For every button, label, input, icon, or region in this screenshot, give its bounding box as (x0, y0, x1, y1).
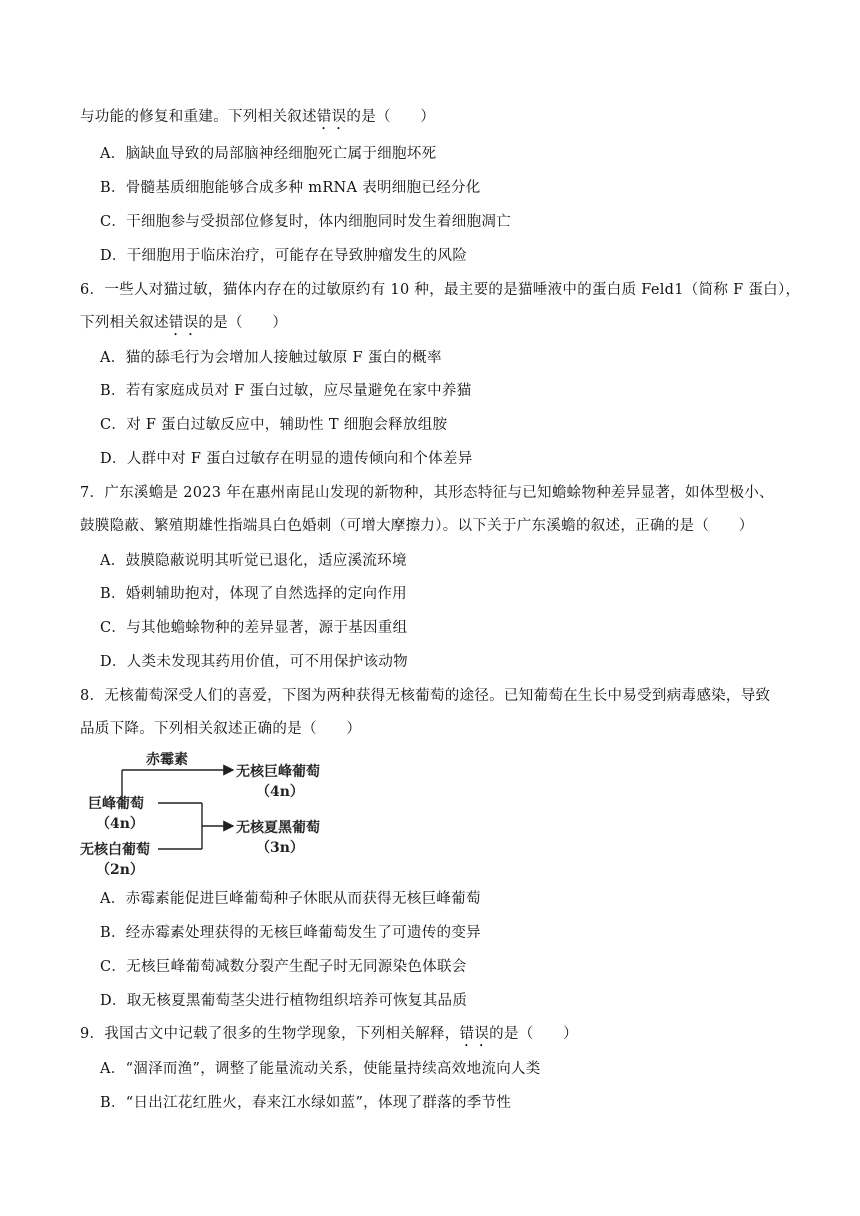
seedless-kyoho-label: 无核巨峰葡萄 (236, 764, 320, 780)
q5-emphasis-text: 错误 (316, 109, 347, 125)
kyoho-ploidy: （4n） (96, 816, 144, 832)
grape-breeding-diagram (78, 748, 338, 880)
q6-stem-line2 (80, 313, 287, 339)
q5-option-d: D．干细胞用于临床治疗，可能存在导致肿瘤发生的风险 (100, 248, 468, 264)
q7-option-a: A．鼓膜隐蔽说明其听觉已退化，适应溪流环境 (100, 553, 407, 569)
q8-stem-line2: 品质下降。下列相关叙述正确的是（ ） (80, 721, 362, 737)
q9-stem-text: 9．我国古文中记载了很多的生物学现象，下列相关解释， (80, 1026, 460, 1042)
q8-option-c: C．无核巨峰葡萄减数分裂产生配子时无同源染色体联会 (100, 959, 467, 975)
q6-emphasis-text: 错误 (168, 315, 199, 331)
q8-option-d: D．取无核夏黑葡萄茎尖进行植物组织培养可恢复其品质 (100, 993, 468, 1009)
q7-stem-line1: 7．广东溪蟾是 2023 年在惠州南昆山发现的新物种，其形态特征与已知蟾蜍物种差异显著，如体型极小、 (80, 485, 774, 501)
seedless-black-label: 无核夏黑葡萄 (236, 820, 320, 836)
q6-stem-line1: 6．一些人对猫过敏，猫体内存在的过敏原约有 10 种，最主要的是猫唾液中的蛋白质 Feld1（简称 F 蛋白）， (80, 282, 801, 298)
q5-stem-tail: 的是（ ） (346, 109, 436, 125)
q6-stem-tail: 的是（ ） (198, 315, 288, 331)
q6-option-c: C．对 F 蛋白过敏反应中，辅助性 T 细胞会释放组胺 (100, 417, 448, 433)
q7-stem-line2: 鼓膜隐蔽、繁殖期雄性指端具白色婚刺（可增大摩擦力）。以下关于广东溪蟾的叙述，正确的是（ ） (80, 518, 754, 534)
q8-stem-line1: 8．无核葡萄深受人们的喜爱，下图为两种获得无核葡萄的途径。已知葡萄在生长中易受到病毒感染，导致 (80, 688, 771, 704)
q7-option-d: D．人类未发现其药用价值，可不用保护该动物 (100, 654, 408, 670)
q5-option-a: A．脑缺血导致的局部脑神经细胞死亡属于细胞坏死 (100, 146, 437, 162)
q5-option-b: B．骨髓基质细胞能够合成多种 mRNA 表明细胞已经分化 (100, 180, 481, 196)
kyoho-label: 巨峰葡萄 (88, 796, 144, 812)
seedless-white-ploidy: （2n） (96, 862, 144, 878)
q9-option-b: B．“日出江花红胜火，春来江水绿如蓝”，体现了群落的季节性 (100, 1095, 512, 1111)
q7-option-c: C．与其他蟾蜍物种的差异显著，源于基因重组 (100, 620, 408, 636)
q8-option-b: B．经赤霉素处理获得的无核巨峰葡萄发生了可遗传的变异 (100, 925, 481, 941)
q6-option-d: D．人群中对 F 蛋白过敏存在明显的遗传倾向和个体差异 (100, 451, 473, 467)
seedless-white-label: 无核白葡萄 (80, 842, 150, 858)
q5-stem-text: 与功能的修复和重建。下列相关叙述 (80, 109, 317, 125)
seedless-kyoho-ploidy: （4n） (256, 784, 304, 800)
q9-emphasis-text: 错误 (459, 1026, 490, 1042)
q5-option-c: C．干细胞参与受损部位修复时，体内细胞同时发生着细胞凋亡 (100, 214, 511, 230)
seedless-black-ploidy: （3n） (256, 840, 304, 856)
q7-option-b: B．婚刺辅助抱对，体现了自然选择的定向作用 (100, 586, 407, 602)
q6-option-b: B．若有家庭成员对 F 蛋白过敏，应尽量避免在家中养猫 (100, 383, 472, 399)
q9-option-a: A．“涸泽而渔”，调整了能量流动关系，使能量持续高效地流向人类 (100, 1061, 541, 1077)
q6-stem-text: 下列相关叙述 (80, 315, 169, 331)
q8-option-a: A．赤霉素能促进巨峰葡萄种子休眠从而获得无核巨峰葡萄 (100, 891, 481, 907)
gibberellin-label: 赤霉素 (146, 752, 188, 768)
q6-option-a: A．猫的舔毛行为会增加人接触过敏原 F 蛋白的概率 (100, 350, 442, 366)
q9-stem-line1 (80, 1024, 578, 1050)
q5-stem-continuation (80, 107, 435, 133)
q9-stem-tail: 的是（ ） (489, 1026, 578, 1042)
